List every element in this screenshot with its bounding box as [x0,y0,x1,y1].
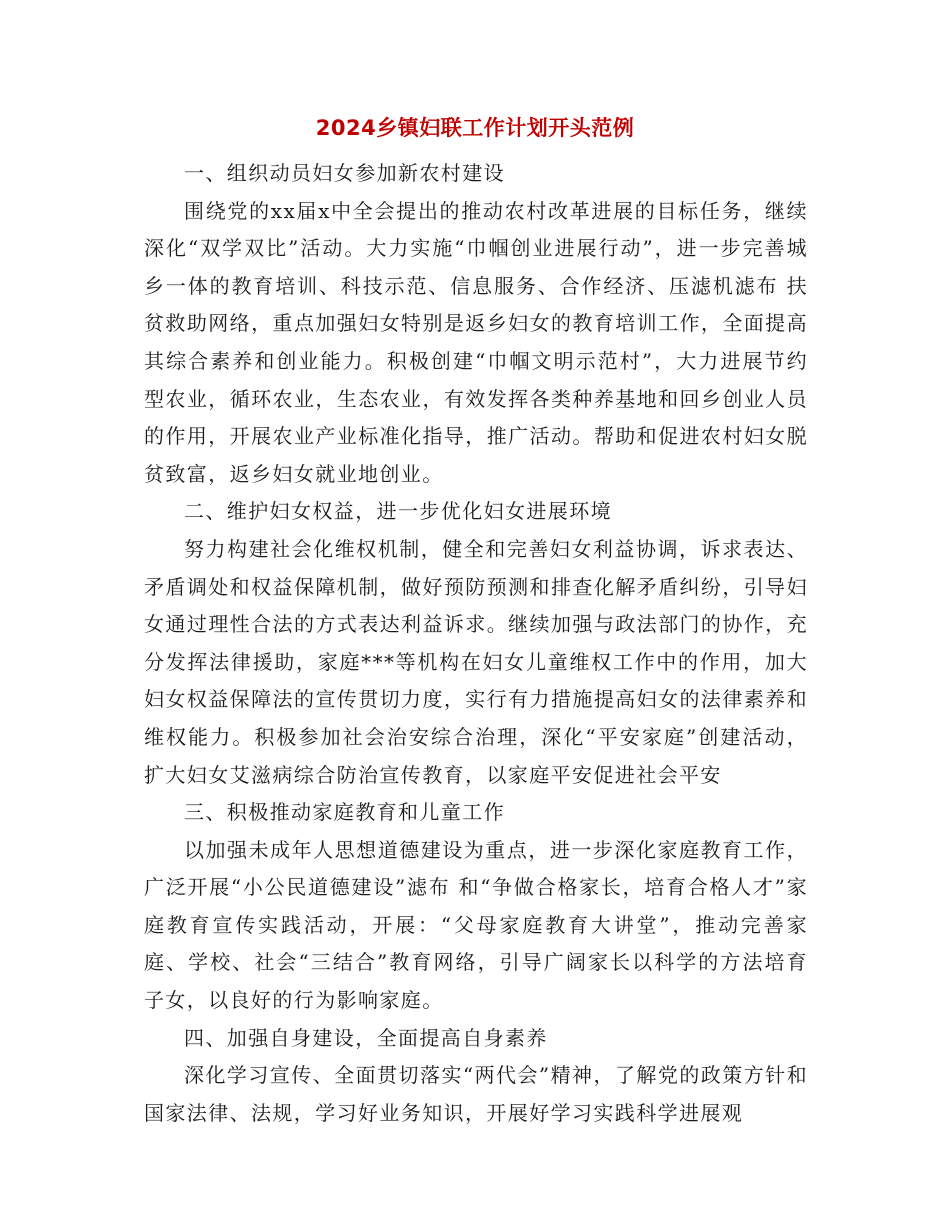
section-paragraph-2: 努力构建社会化维权机制，健全和完善妇女利益协调，诉求表达、矛盾调处和权益保障机制，做好预防预测和排查化解矛盾纠纷，引导妇女通过理性合法的方式表达利益诉求。继续加强与政法部门的协作，充分发挥法律援助，家庭***等机构在妇女儿童维权工作中的作用，加大妇女权益保障法的宣传贯切力度，实行有力措施提高妇女的法律素养和维权能力。积极参加社会治安综合治理，深化“平安家庭”创建活动，扩大妇女艾滋病综合防治宣传教育，以家庭平安促进社会平安 [144,536,808,787]
section-paragraph-3: 以加强未成年人思想道德建设为重点，进一步深化家庭教育工作，广泛开展“小公民道德建设”滤布 和“争做合格家长，培育合格人才”家庭教育宣传实践活动，开展：“父母家庭教育大讲堂”，推动完善家庭、学校、社会“三结合”教育网络，引导广阔家长以科学的方法培育子女，以良好的行为影响家庭。 [144,837,808,1013]
document-body [144,155,808,1132]
section-paragraph-1: 围绕党的xx届x中全会提出的推动农村改革进展的目标任务，继续深化“双学双比”活动。大力实施“巾帼创业进展行动”，进一步完善城乡一体的教育培训、科技示范、信息服务、合作经济、压滤机滤布 扶贫救助网络，重点加强妇女特别是返乡妇女的教育培训工作，全面提高其综合素养和创业能力。积极创建“巾帼文明示范村”，大力进展节约型农业，循环农业，生态农业，有效发挥各类种养基地和回乡创业人员的作用，开展农业产业标准化指导，推广活动。帮助和促进农村妇女脱贫致富，返乡妇女就业地创业。 [144,198,808,486]
section-heading-4: 四、加强自身建设，全面提高自身素养 [184,1025,548,1050]
section-heading-1: 一、组织动员妇女参加新农村建设 [184,161,505,185]
section-paragraph-4: 深化学习宣传、全面贯切落实“两代会”精神，了解党的政策方针和国家法律、法规，学习好业务知识，开展好学习实践科学进展观 [144,1063,808,1125]
document-title: 2024乡镇妇联工作计划开头范例 [315,116,635,140]
section-heading-3: 三、积极推动家庭教育和儿童工作 [184,800,505,825]
section-heading-2: 二、维护妇女权益，进一步优化妇女进展环境 [184,499,612,524]
